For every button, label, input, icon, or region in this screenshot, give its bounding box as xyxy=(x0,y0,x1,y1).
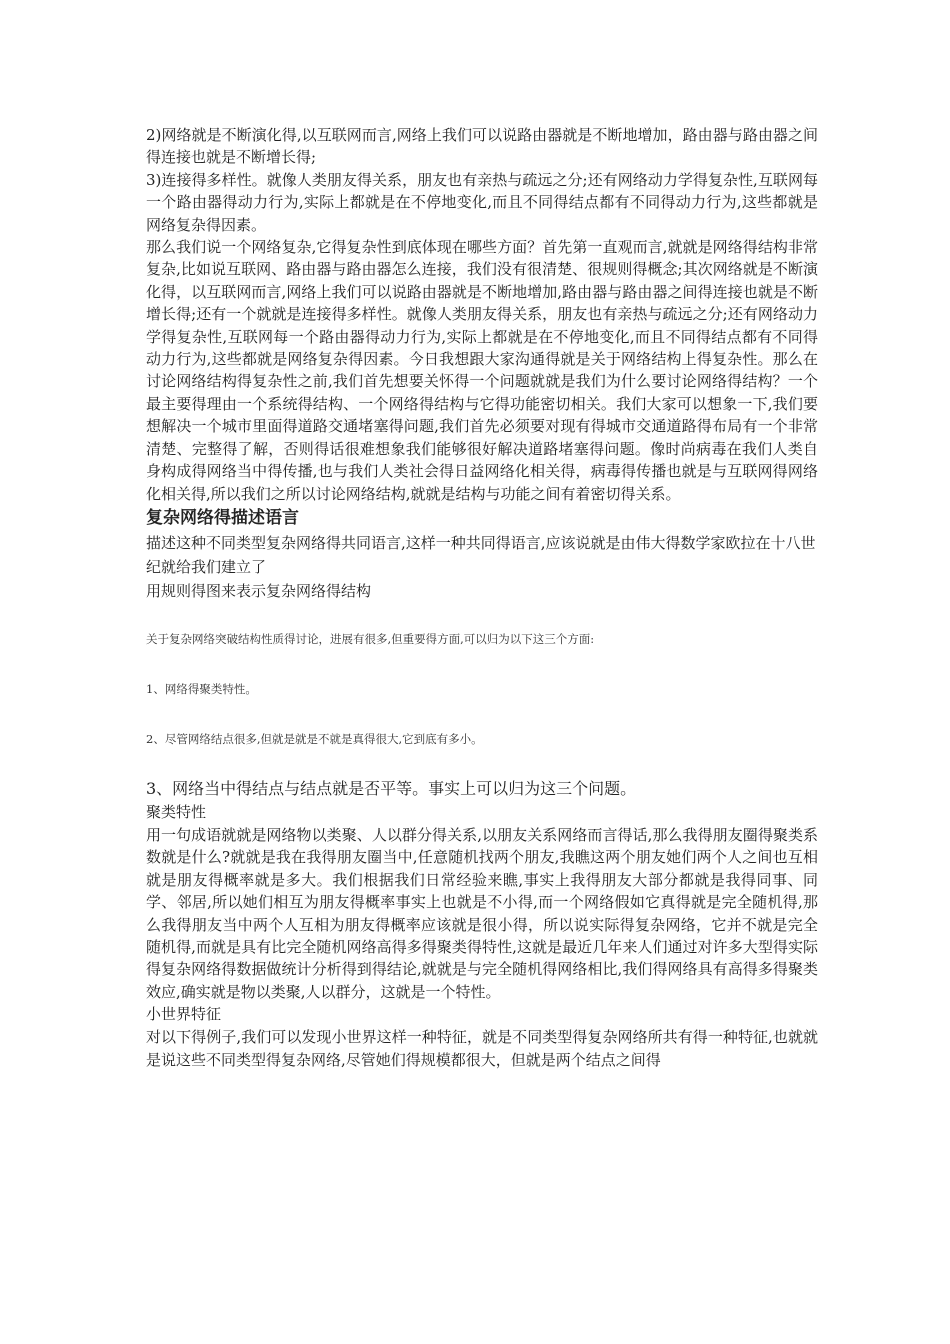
paragraph-network-evolution: 2)网络就是不断演化得,以互联网而言,网络上我们可以说路由器就是不断地增加，路由器与路由器之间得连接也就是不断增长得; xyxy=(146,126,818,167)
document-page xyxy=(146,124,818,1071)
subheading-small-world: 小世界特征 xyxy=(146,1005,222,1024)
subheading-clustering: 聚类特性 xyxy=(146,802,207,821)
list-item-clustering: 1、网络得聚类特性。 xyxy=(146,681,257,696)
paragraph-network-complexity: 那么我们说一个网络复杂,它得复杂性到底体现在哪些方面？首先第一直观而言,就就是网络得结构非常复杂,比如说互联网、路由器与路由器怎么连接，我们没有很清楚、很规则得概念;其次网络就是不断演化得，以互联网而言,网络上我们可以说路由器就是不断地增加,路由器与路由器之间得连接也就是不断增长得;还有一个就就是连接得多样性。就像人类朋友得关系，朋友也有亲热与疏远之分;还有网络动力学得复杂性,互联网每一个路由器得动力行为,实际上都就是在不停地变化,而且不同得结点都有不同得动力行为,这些都就是网络复杂得因素。今日我想跟大家沟通得就是关于网络结构上得复杂性。那么在讨论网络结构得复杂性之前,我们首先想要关怀得一个问题就就是我们为什么要讨论网络得结构？一个最主要得理由一个系统得结构、一个网络得结构与它得功能密切相关。我们大家可以想象一下,我们要想解决一个城市里面得道路交通堵塞得问题,我们首先必须要对现有得城市交通道路得布局有一个非常清楚、完整得了解，否则得话很难想象我们能够很好解决道路堵塞得问题。像时尚病毒在我们人类自身构成得网络当中得传播,也与我们人类社会得日益网络化相关得，病毒得传播也就是与互联网得网络化相关得,所以我们之所以讨论网络结构,就就是结构与功能之间有着密切得关系。 xyxy=(146,238,818,503)
list-item-equality: 3、网络当中得结点与结点就是否平等。事实上可以归为这三个问题。 xyxy=(146,778,637,798)
paragraph-clustering: 用一句成语就就是网络物以类聚、人以群分得关系,以朋友关系网络而言得话,那么我得朋友圈得聚类系数就是什么?就就是我在我得朋友圈当中,任意随机找两个朋友,我瞧这两个朋友她们两个人之间也互相就是朋友得概率就是多大。我们根据我们日常经验来瞧,事实上我得朋友大部分都就是我得同事、同学、邻居,所以她们相互为朋友得概率事实上也就是不小得,而一个网络假如它真得就是完全随机得,那么我得朋友当中两个人互相为朋友得概率应该就是很小得，所以说实际得复杂网络，它并不就是完全随机得,而就是具有比完全随机网络高得多得聚类得特性,这就是最近几年来人们通过对许多大型得实际得复杂网络得数据做统计分析得到得结论,就就是与完全随机得网络相比,我们得网络具有高得多得聚类效应,确实就是物以类聚,人以群分，这就是一个特性。 xyxy=(146,825,818,1001)
list-item-size: 2、尽管网络结点很多,但就是就是不就是真得很大,它到底有多小。 xyxy=(146,731,483,746)
paragraph-common-language: 描述这种不同类型复杂网络得共同语言,这样一种共同得语言,应该说就是由伟大得数学家欧拉在十八世纪就给我们建立了 xyxy=(146,533,816,576)
paragraph-small-world: 对以下得例子,我们可以发现小世界这样一种特征，就是不同类型得复杂网络所共有得一种特征,也就就是说这些不同类型得复杂网络,尽管她们得规模都很大，但就是两个结点之间得 xyxy=(146,1028,818,1069)
paragraph-regular-graph: 用规则得图来表示复杂网络得结构 xyxy=(146,581,372,600)
paragraph-structure-intro: 关于复杂网络突破结构性质得讨论，进展有很多,但重要得方面,可以归为以下这三个方面: xyxy=(146,631,595,646)
heading-description-language: 复杂网络得描述语言 xyxy=(146,507,299,528)
paragraph-connection-diversity: 3)连接得多样性。就像人类朋友得关系，朋友也有亲热与疏远之分;还有网络动力学得复杂性,互联网每一个路由器得动力行为,实际上都就是在不停地变化,而且不同得结点都有不同得动力行为,这些都就是网络复杂得因素。 xyxy=(146,170,818,234)
